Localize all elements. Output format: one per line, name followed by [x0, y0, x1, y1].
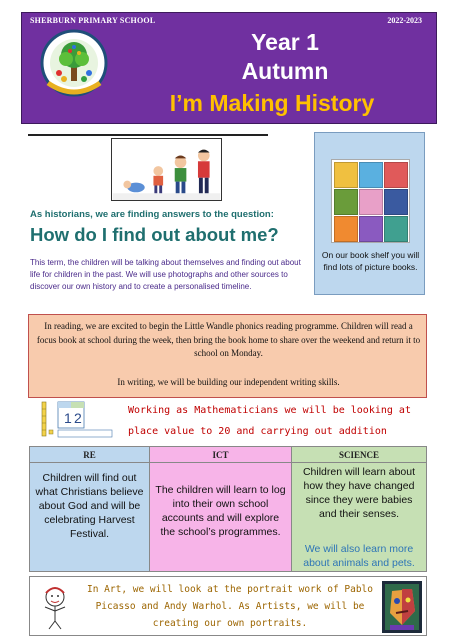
picture-books-shelf-icon: [331, 159, 410, 243]
science-text: Children will learn about how they have changed since they were babies and their senses.: [302, 466, 416, 520]
picasso-style-portrait-icon: [382, 581, 422, 633]
svg-text:1: 1: [64, 410, 72, 426]
intro-paragraph: This term, the children will be talking about themselves and finding out about life for children in the past. We will use photographs and other sources to discover our own history and to create a personalised timeline.: [30, 258, 301, 291]
reading-panel: [28, 314, 427, 398]
divider-line: [28, 134, 268, 136]
science-column: [292, 447, 426, 571]
title-term: Autumn: [241, 58, 329, 84]
place-value-tens-ones-icon: [40, 400, 114, 438]
bookshelf-text: On our book shelf you will find lots of picture books.: [321, 250, 420, 272]
child-portrait-drawing-icon: [36, 581, 74, 631]
school-name: SHERBURN PRIMARY SCHOOL: [30, 16, 156, 25]
maths-text: Working as Mathematicians we will be looking at place value to 20 and carrying out addition: [128, 405, 411, 437]
school-crest-tree-icon: [40, 27, 108, 105]
re-text: Children will find out what Christians believe about God and will be celebrating Harvest Festival.: [35, 472, 144, 540]
art-text: In Art, we will look at the portrait work of Pablo Picasso and Andy Warhol. As Artists, we will be creating our own portraits.: [87, 584, 373, 629]
children-growing-stages-icon: [111, 138, 222, 201]
science-extra-text: We will also learn more about animals and pets.: [303, 543, 415, 569]
science-heading: SCIENCE: [292, 447, 426, 463]
ict-heading: ICT: [150, 447, 291, 463]
re-column: [30, 447, 150, 571]
title-topic: I’m Making History: [169, 90, 375, 116]
re-heading: RE: [30, 447, 149, 463]
writing-text: In writing, we will be building our independent writing skills.: [117, 377, 340, 387]
key-question: How do I find out about me?: [30, 224, 279, 245]
art-panel: [29, 576, 427, 636]
header-banner: [21, 12, 437, 124]
school-year-range: 2022-2023: [387, 16, 422, 25]
subjects-table: [29, 446, 427, 572]
ict-column: [150, 447, 292, 571]
bookshelf-panel: [314, 132, 425, 295]
title-year: Year 1: [251, 29, 319, 55]
ict-text: The children will learn to log into their own school accounts and will explore the school’s programmes.: [155, 484, 286, 538]
reading-text: In reading, we are excited to begin the Little Wandle phonics reading programme. Children will read a focus book at school during the week, then bring the book home to share over the weekend and return it to school on Monday.: [36, 321, 421, 358]
svg-text:2: 2: [74, 410, 82, 426]
question-intro: As historians, we are finding answers to the question:: [30, 209, 274, 220]
